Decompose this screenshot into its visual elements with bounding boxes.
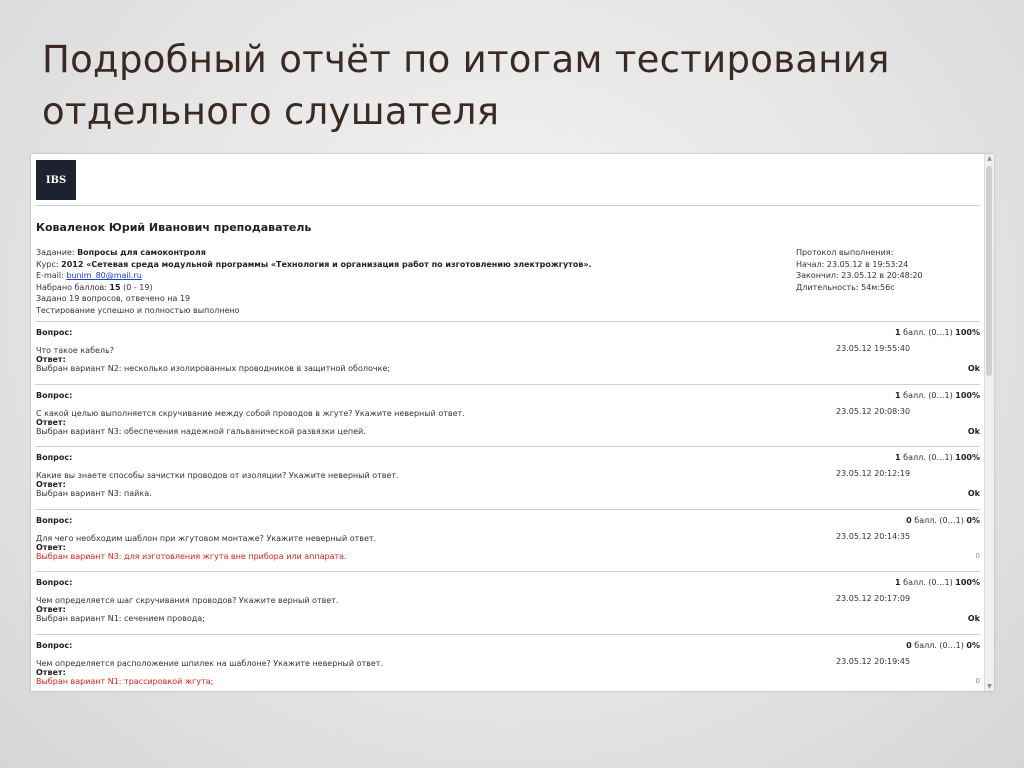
- question-score: [895, 453, 980, 462]
- question-score-suffix: балл. (0…1): [914, 640, 964, 650]
- question-time: 23.05.12 20:08:30: [836, 406, 911, 416]
- points-label: Набрано баллов:: [36, 282, 107, 292]
- divider: [35, 205, 980, 206]
- question-percent: 100%: [955, 453, 980, 462]
- question-score-suffix: балл. (0…1): [903, 453, 953, 462]
- answer-verdict: 0: [975, 551, 980, 560]
- question-time: 23.05.12 20:19:45: [836, 656, 911, 666]
- points-row: [36, 282, 592, 294]
- report-meta: [36, 247, 592, 317]
- question-text: Что такое кабель?: [36, 346, 114, 355]
- question-label: Вопрос:: [36, 453, 73, 462]
- question-score-suffix: балл. (0…1): [903, 328, 953, 337]
- question-time: 23.05.12 20:17:09: [836, 594, 911, 603]
- question-score: [895, 328, 980, 337]
- question-percent: 0%: [966, 640, 980, 650]
- question-percent: 100%: [955, 390, 980, 400]
- question-score-suffix: балл. (0…1): [903, 390, 953, 400]
- answer-verdict: 0: [975, 676, 980, 685]
- protocol-duration: Длительность: 54м:56с: [796, 282, 895, 292]
- question-text: Какие вы знаете способы зачистки проводов от изоляции? Укажите неверный ответ.: [36, 471, 399, 480]
- answer-verdict: Ok: [967, 614, 980, 623]
- question-label: Вопрос:: [36, 328, 73, 337]
- task-value: Вопросы для самоконтроля: [77, 248, 206, 257]
- question-score-suffix: балл. (0…1): [903, 578, 953, 587]
- question-score: [895, 391, 980, 400]
- slide-title-line2: отдельного слушателя: [42, 90, 500, 133]
- question-item: [36, 571, 980, 629]
- scrollbar[interactable]: [984, 154, 994, 691]
- task-label: Задание:: [36, 248, 75, 257]
- email-row: [36, 270, 592, 282]
- slide-title: [42, 34, 982, 138]
- email-label: E-mail:: [36, 271, 64, 281]
- question-points: 1: [895, 453, 901, 462]
- question-percent: 0%: [966, 515, 980, 525]
- question-points: 1: [895, 390, 901, 400]
- task-row: [36, 247, 592, 259]
- answer-label: Ответ:: [36, 605, 66, 614]
- ibs-logo: IBS: [36, 160, 76, 200]
- report-screenshot: [31, 154, 994, 691]
- protocol-end: Закончил: 23.05.12 в 20:48:20: [796, 271, 923, 281]
- question-item: [36, 509, 980, 567]
- question-time: 23.05.12 20:14:35: [836, 531, 911, 541]
- question-score-suffix: балл. (0…1): [914, 515, 964, 525]
- answer-label: Ответ:: [36, 667, 66, 677]
- question-text: Чем определяется шаг скручивания проводов? Укажите верный ответ.: [36, 596, 339, 605]
- answer-label: Ответ:: [36, 542, 66, 552]
- answer-verdict: Ok: [967, 364, 980, 373]
- question-text: С какой целью выполняется скручивание между собой проводов в жгуте? Укажите неверный ответ.: [36, 408, 465, 418]
- status-row: Тестирование успешно и полностью выполнено: [36, 305, 240, 315]
- question-text: Для чего необходим шаблон при жгутовом монтаже? Укажите неверный ответ.: [36, 533, 377, 543]
- question-label: Вопрос:: [36, 390, 73, 400]
- course-value: 2012 «Сетевая среда модульной программы «Технология и организация работ по изготовлению электрожгутов».: [61, 259, 592, 269]
- question-time: 23.05.12 20:12:19: [836, 469, 911, 478]
- answer-verdict: Ok: [967, 489, 980, 498]
- question-item: [36, 446, 980, 504]
- question-time: 23.05.12 19:55:40: [836, 344, 911, 353]
- email-link[interactable]: bunim_80@mail.ru: [66, 271, 142, 281]
- question-points: 0: [906, 640, 912, 650]
- scroll-thumb[interactable]: [986, 166, 992, 376]
- question-label: Вопрос:: [36, 578, 73, 587]
- question-points: 1: [895, 328, 901, 337]
- student-name: Коваленок Юрий Иванович преподаватель: [36, 221, 312, 234]
- scroll-down-icon[interactable]: ▼: [987, 683, 992, 690]
- protocol: [796, 247, 923, 293]
- question-percent: 100%: [955, 328, 980, 337]
- answer-text: Выбран вариант N1: сечением провода;: [36, 614, 205, 623]
- points-range: (0 - 19): [123, 282, 153, 292]
- protocol-title: Протокол выполнения:: [796, 248, 894, 257]
- scroll-up-icon[interactable]: ▲: [987, 155, 992, 162]
- question-score: [895, 578, 980, 587]
- answer-text: Выбран вариант N3: для изготовления жгута вне прибора или аппарата.: [36, 551, 347, 561]
- answer-label: Ответ:: [36, 480, 66, 489]
- question-item: [36, 384, 980, 442]
- question-item: [36, 321, 980, 379]
- answer-verdict: Ok: [967, 426, 980, 436]
- question-score: [906, 516, 980, 525]
- question-label: Вопрос:: [36, 640, 73, 650]
- points-value: 15: [109, 282, 121, 292]
- course-row: [36, 259, 592, 271]
- question-points: 0: [906, 515, 912, 525]
- question-percent: 100%: [955, 578, 980, 587]
- course-label: Курс:: [36, 259, 59, 269]
- answer-text: Выбран вариант N3: обеспечения надежной гальванической развязки цепей.: [36, 426, 366, 436]
- question-points: 1: [895, 578, 901, 587]
- answer-text: Выбран вариант N2: несколько изолированных проводников в защитной оболочке;: [36, 364, 391, 373]
- slide-title-line1: Подробный отчёт по итогам тестирования: [42, 38, 890, 81]
- question-item: [36, 634, 980, 692]
- asked-row: Задано 19 вопросов, отвечено на 19: [36, 294, 191, 304]
- protocol-start: Начал: 23.05.12 в 19:53:24: [796, 259, 909, 269]
- answer-text: Выбран вариант N1: трассировкой жгута;: [36, 676, 214, 686]
- question-label: Вопрос:: [36, 515, 73, 525]
- answer-text: Выбран вариант N3: пайка.: [36, 489, 152, 498]
- question-text: Чем определяется расположение шпилек на шаблоне? Укажите неверный ответ.: [36, 658, 383, 668]
- question-score: [906, 641, 980, 650]
- answer-label: Ответ:: [36, 417, 66, 427]
- answer-label: Ответ:: [36, 355, 66, 364]
